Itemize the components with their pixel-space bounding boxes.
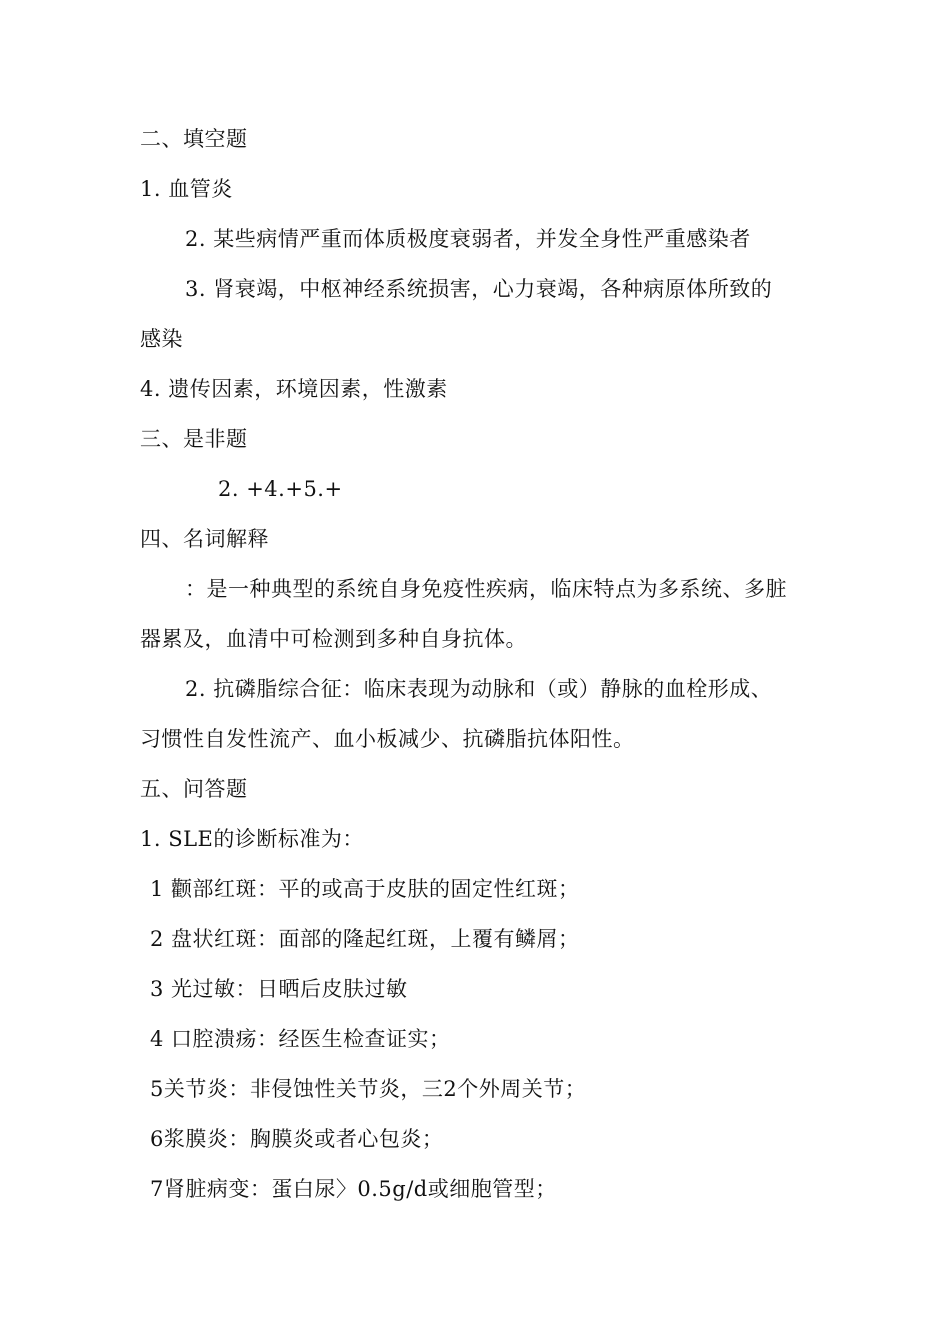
section-heading-term-definitions: 四、名词解释 bbox=[140, 527, 269, 551]
section-heading-true-false: 三、是非题 bbox=[140, 427, 248, 451]
criteria-item: 5关节炎：非侵蚀性关节炎，三2个外周关节； bbox=[150, 1077, 587, 1101]
answer-line: 3. 肾衰竭，中枢神经系统损害，心力衰竭，各种病原体所致的 bbox=[185, 277, 773, 301]
definition-line-continued: 习惯性自发性流产、血小板减少、抗磷脂抗体阳性。 bbox=[140, 727, 635, 751]
definition-line: 2. 抗磷脂综合征：临床表现为动脉和（或）静脉的血栓形成、 bbox=[185, 677, 773, 701]
answer-line-continued: 感染 bbox=[140, 327, 183, 351]
section-heading-questions: 五、问答题 bbox=[140, 777, 248, 801]
definition-line: ：是一种典型的系统自身免疫性疾病，临床特点为多系统、多脏 bbox=[185, 577, 787, 601]
question-line: 1. SLE的诊断标准为： bbox=[140, 827, 364, 851]
answer-line: 1. 血管炎 bbox=[140, 177, 233, 201]
criteria-item: 7肾脏病变：蛋白尿〉0.5g/d或细胞管型； bbox=[150, 1177, 557, 1201]
criteria-item: 6浆膜炎：胸膜炎或者心包炎； bbox=[150, 1127, 444, 1151]
section-heading-fill-blank: 二、填空题 bbox=[140, 127, 248, 151]
criteria-item: 2 盘状红斑：面部的隆起红斑，上覆有鳞屑； bbox=[150, 927, 580, 951]
answer-line: 2. 某些病情严重而体质极度衰弱者，并发全身性严重感染者 bbox=[185, 227, 751, 251]
criteria-item: 4 口腔溃疡：经医生检查证实； bbox=[150, 1027, 451, 1051]
answer-line: 4. 遗传因素，环境因素，性激素 bbox=[140, 377, 448, 401]
criteria-item: 1 颧部红斑：平的或高于皮肤的固定性红斑； bbox=[150, 877, 580, 901]
definition-line-continued: 器累及，血清中可检测到多种自身抗体。 bbox=[140, 627, 527, 651]
answer-line: 2. +4.+5.+ bbox=[218, 477, 343, 501]
criteria-item: 3 光过敏：日晒后皮肤过敏 bbox=[150, 977, 408, 1001]
